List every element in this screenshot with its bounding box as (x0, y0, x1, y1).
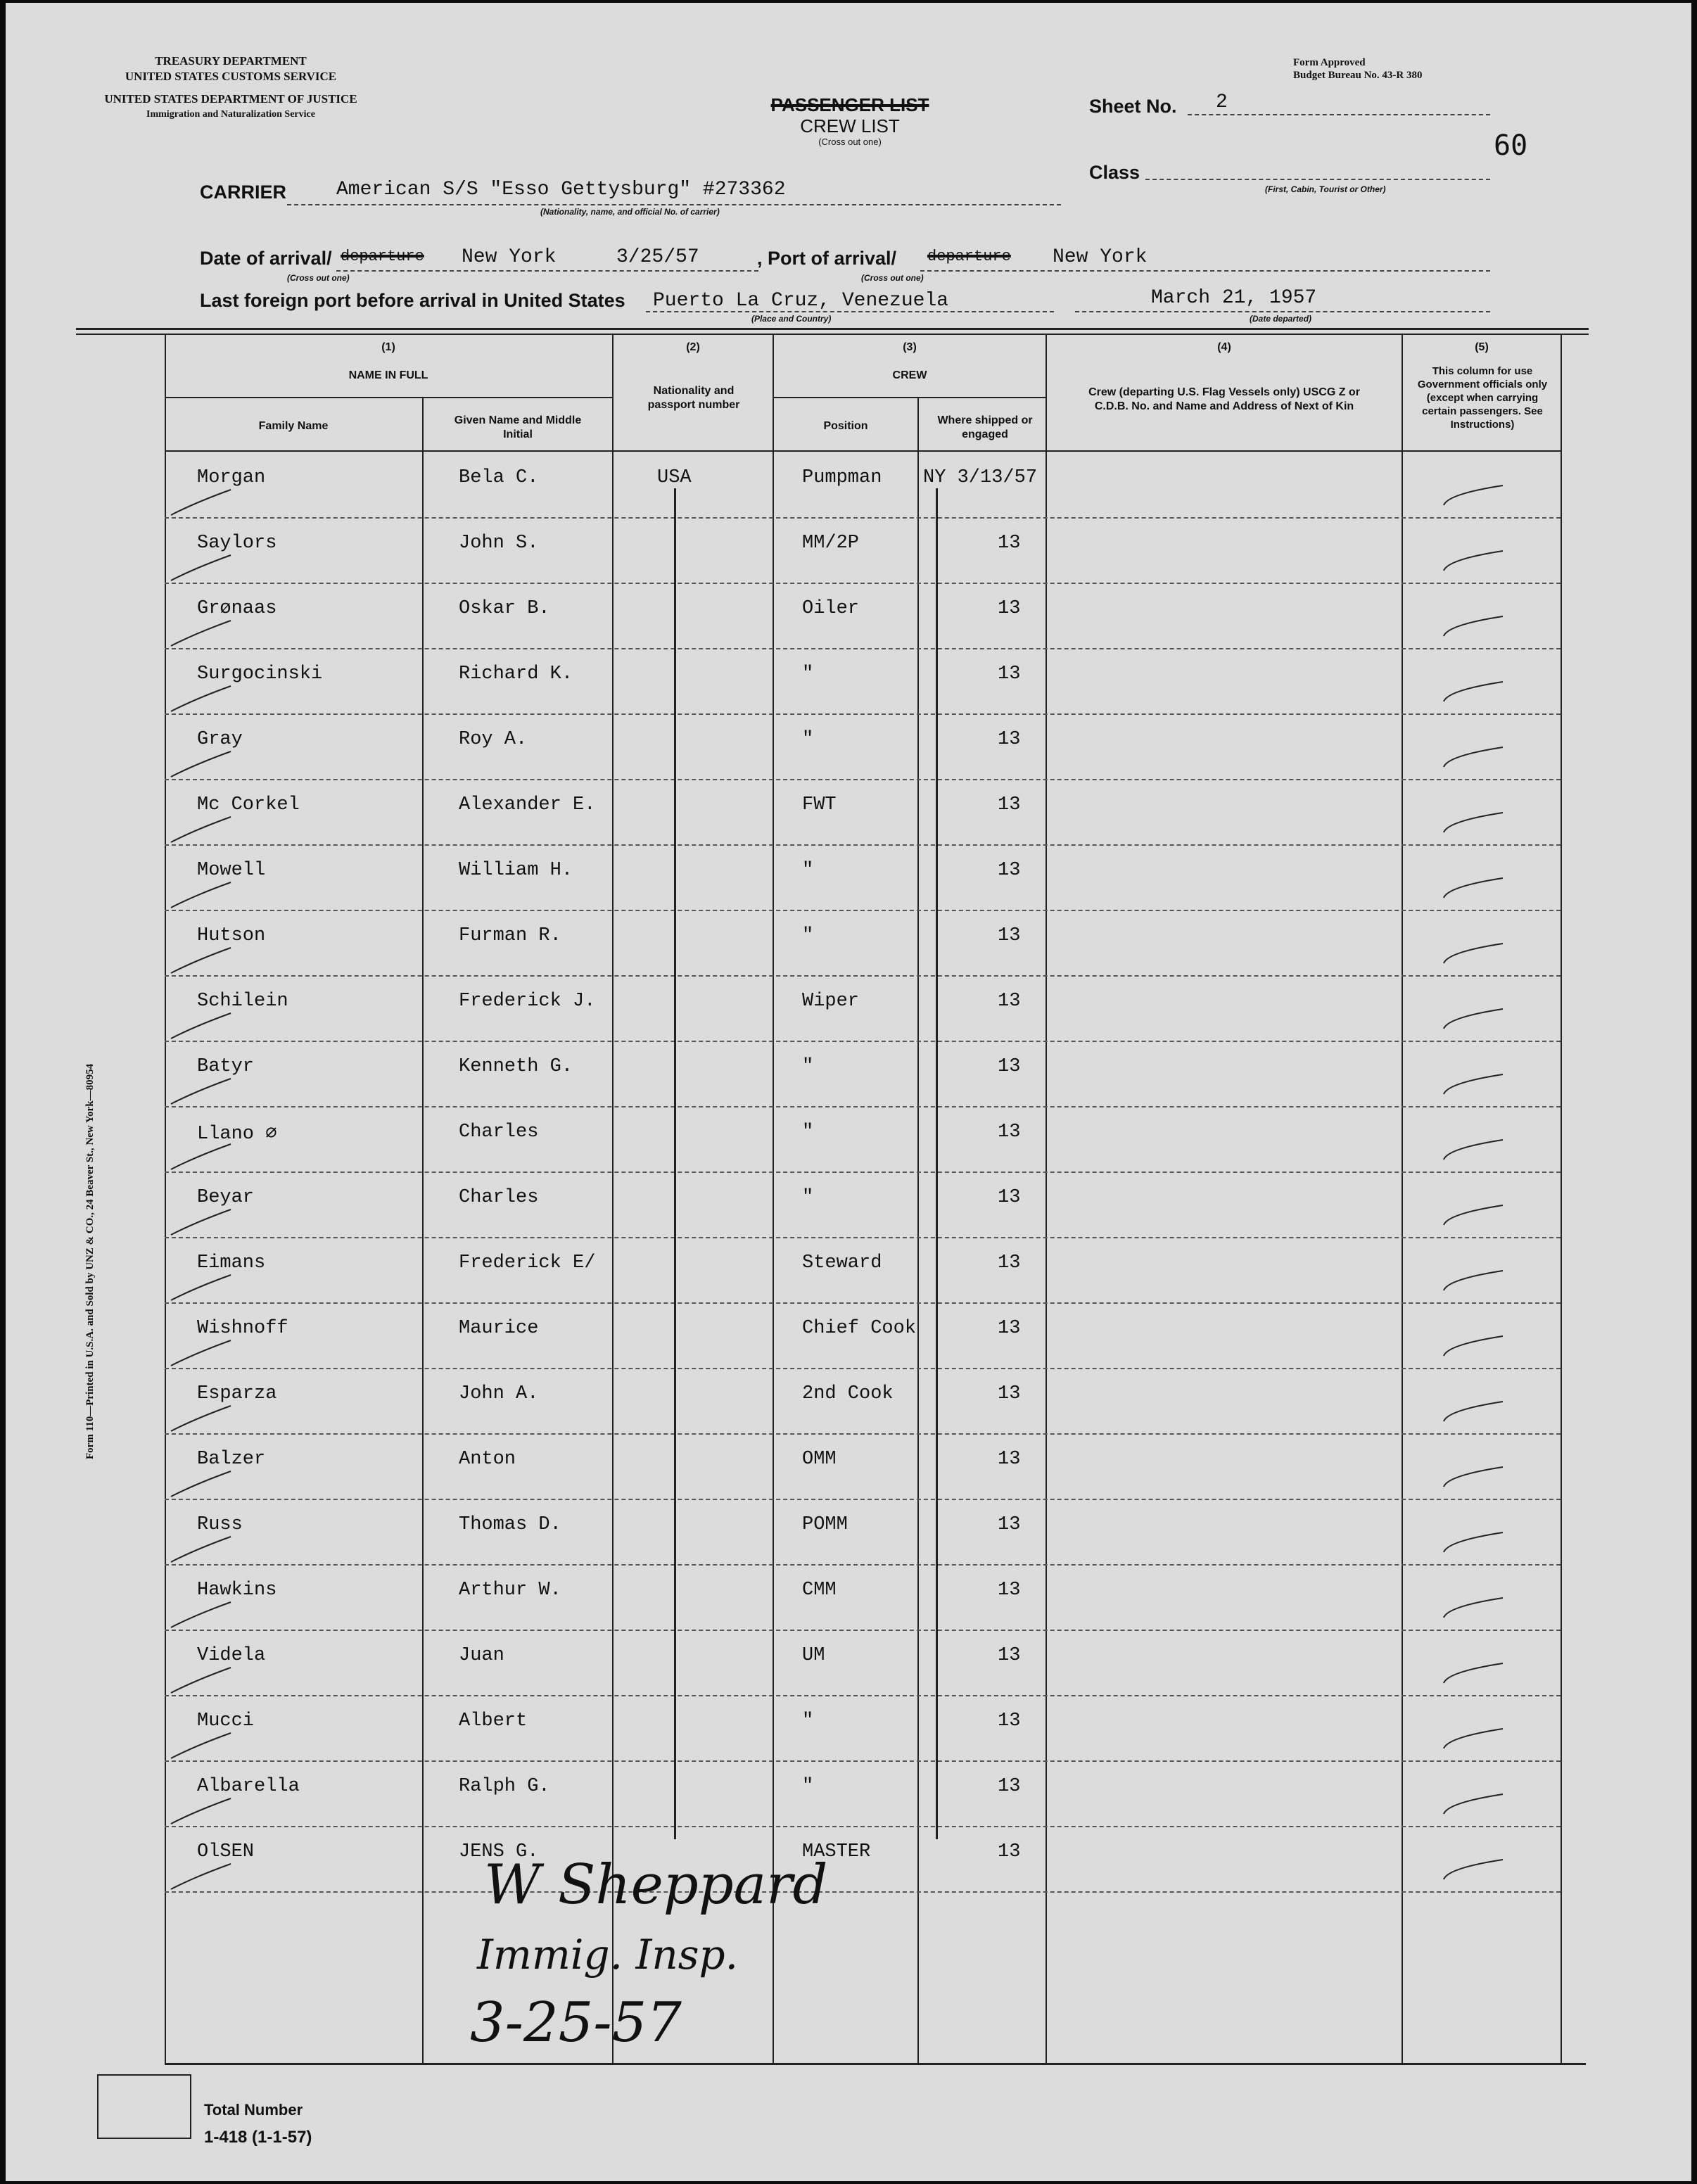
row-divider (165, 583, 1561, 584)
check-mark-icon (167, 1143, 234, 1171)
check-mark-icon (167, 881, 234, 909)
class-label: Class (1089, 162, 1140, 183)
form-approved-line-1: Form Approved (1293, 57, 1366, 68)
carrier-line (287, 204, 1061, 205)
official-tick-icon (1441, 1790, 1508, 1818)
crew-where-shipped: 13 (998, 1449, 1021, 1470)
row-divider (165, 975, 1561, 977)
crew-family-name: Eimans (197, 1252, 266, 1274)
crew-where-shipped: 13 (998, 1383, 1021, 1404)
row-divider (165, 517, 1561, 519)
table-top-border (76, 328, 1589, 330)
check-mark-icon (167, 1404, 234, 1433)
sheet-line (1188, 114, 1490, 115)
crew-where-shipped: 13 (998, 664, 1021, 685)
row-divider (165, 910, 1561, 911)
nationality-ditto-line (674, 488, 676, 1839)
crew-family-name: Beyar (197, 1187, 255, 1208)
crew-given-name: JENS G. (459, 1841, 539, 1862)
crew-given-name: Frederick E/ (459, 1252, 596, 1274)
col2-title: Nationality and passport number (647, 385, 740, 411)
crew-given-name: John S. (459, 533, 539, 554)
side-imprint: Form 110—Printed in U.S.A. and Sold by UNZ & CO., 24 Beaver St., New York—80954 (84, 1063, 96, 1459)
passenger-list-struck: PASSENGER LIST (770, 94, 929, 115)
crew-where-shipped: 13 (998, 1318, 1021, 1339)
official-tick-icon (1441, 1855, 1508, 1884)
crew-family-name: OlSEN (197, 1841, 255, 1862)
crew-where-shipped: 13 (998, 860, 1021, 881)
official-tick-icon (1441, 1528, 1508, 1556)
divider-crew-kin (1045, 334, 1047, 2063)
crew-given-name: Frederick J. (459, 991, 596, 1012)
class-note: (First, Cabin, Tourist or Other) (1265, 184, 1386, 194)
check-mark-icon (167, 1012, 234, 1040)
row-divider (165, 1891, 1561, 1893)
crew-given-name: Roy A. (459, 729, 528, 750)
crew-family-name: Grønaas (197, 598, 277, 619)
official-tick-icon (1441, 1005, 1508, 1033)
col-shipped-header: Where shipped or engaged (937, 414, 1033, 440)
crew-where-shipped: 13 (998, 729, 1021, 750)
row-divider (165, 1826, 1561, 1827)
crew-where-shipped: 13 (998, 1252, 1021, 1274)
check-mark-icon (167, 1339, 234, 1367)
date-of-arrival-label: Date of arrival/ (200, 248, 332, 269)
crew-family-name: Mucci (197, 1710, 255, 1732)
col4-number: (4) (1217, 341, 1231, 353)
crew-position: " (802, 664, 814, 685)
check-mark-icon (167, 1797, 234, 1825)
crew-family-name: Videla (197, 1645, 266, 1666)
crew-position: Wiper (802, 991, 860, 1012)
row-divider (165, 1172, 1561, 1173)
crew-family-name: Albarella (197, 1776, 300, 1797)
col2-number: (2) (686, 341, 700, 353)
crew-position: Oiler (802, 598, 860, 619)
last-port-date-note: (Date departed) (1250, 314, 1312, 324)
form-approved (1293, 56, 1423, 82)
crew-family-name: Llano ∅ (197, 1124, 277, 1145)
crew-subheader-line (773, 397, 1045, 398)
check-mark-icon (167, 1470, 234, 1498)
col-position-header: Position (823, 420, 868, 432)
crew-position: FWT (802, 794, 837, 815)
row-divider (165, 1106, 1561, 1107)
carrier-label: CARRIER (200, 182, 287, 203)
crew-family-name: Gray (197, 729, 243, 750)
crew-position: " (802, 1187, 814, 1208)
crew-where-shipped: NY 3/13/57 (923, 467, 1038, 488)
crew-nationality: USA (657, 467, 692, 488)
check-mark-icon (167, 1077, 234, 1105)
crew-where-shipped: 13 (998, 533, 1021, 554)
col3-title: CREW (892, 369, 927, 381)
crew-position: OMM (802, 1449, 837, 1470)
port-of-arrival-label: , Port of arrival/ (757, 248, 897, 269)
crew-position: MM/2P (802, 533, 860, 554)
row-divider (165, 1499, 1561, 1500)
check-mark-icon (167, 1535, 234, 1563)
crew-where-shipped: 13 (998, 598, 1021, 619)
arrival-line (336, 270, 758, 272)
row-divider (165, 779, 1561, 780)
crew-where-shipped: 13 (998, 1841, 1021, 1862)
col1-title: NAME IN FULL (348, 369, 428, 381)
check-mark-icon (167, 1208, 234, 1236)
total-number-box (97, 2074, 191, 2139)
crew-given-name: William H. (459, 860, 573, 881)
row-divider (165, 1630, 1561, 1631)
official-tick-icon (1441, 1397, 1508, 1426)
form-number: 1-418 (1-1-57) (204, 2128, 312, 2147)
check-mark-icon (167, 488, 234, 516)
crew-position: Steward (802, 1252, 882, 1274)
divider-nationality-crew (773, 334, 774, 2063)
crew-where-shipped: 13 (998, 1122, 1021, 1143)
row-divider (165, 648, 1561, 649)
crew-given-name: Charles (459, 1122, 539, 1143)
last-port-label: Last foreign port before arrival in United States (200, 290, 625, 311)
official-tick-icon (1441, 547, 1508, 575)
crew-given-name: Albert (459, 1710, 528, 1732)
crew-family-name: Surgocinski (197, 664, 323, 685)
crew-family-name: Hutson (197, 925, 266, 946)
crew-given-name: Maurice (459, 1318, 539, 1339)
row-divider (165, 1237, 1561, 1238)
port-note: (Cross out one) (861, 273, 924, 283)
crew-where-shipped: 13 (998, 1514, 1021, 1535)
crew-where-shipped: 13 (998, 1580, 1021, 1601)
inspector-signature: W Sheppard (484, 1853, 828, 1917)
crew-given-name: Thomas D. (459, 1514, 561, 1535)
crew-given-name: Richard K. (459, 664, 573, 685)
port-departure-struck: departure (927, 248, 1011, 265)
crew-position: 2nd Cook (802, 1383, 894, 1404)
official-tick-icon (1441, 678, 1508, 706)
official-tick-icon (1441, 1659, 1508, 1687)
official-tick-icon (1441, 1463, 1508, 1491)
crew-given-name: Oskar B. (459, 598, 550, 619)
row-divider (165, 844, 1561, 846)
last-port-value: Puerto La Cruz, Venezuela (653, 290, 949, 312)
crew-position: " (802, 1056, 814, 1077)
crew-position: " (802, 925, 814, 946)
crew-where-shipped: 13 (998, 1056, 1021, 1077)
crew-family-name: Russ (197, 1514, 243, 1535)
check-mark-icon (167, 1862, 234, 1891)
list-type-note: (Cross out one) (818, 136, 882, 147)
crew-position: " (802, 1776, 814, 1797)
last-port-date: March 21, 1957 (1151, 287, 1317, 309)
col1-number: (1) (381, 341, 395, 353)
agency-line-1: TREASURY DEPARTMENT (155, 54, 307, 68)
crew-list-title: CREW LIST (800, 115, 900, 136)
row-divider (165, 1368, 1561, 1369)
class-line (1145, 179, 1490, 180)
arrival-note: (Cross out one) (287, 273, 350, 283)
crew-given-name: Charles (459, 1187, 539, 1208)
crew-position: Pumpman (802, 467, 882, 488)
crew-given-name: Furman R. (459, 925, 561, 946)
check-mark-icon (167, 685, 234, 713)
last-port-line (646, 311, 1054, 312)
col-family-header: Family Name (258, 420, 329, 432)
crew-family-name: Morgan (197, 467, 266, 488)
row-divider (165, 1302, 1561, 1304)
official-tick-icon (1441, 743, 1508, 771)
crew-given-name: Alexander E. (459, 794, 596, 815)
official-tick-icon (1441, 481, 1508, 509)
check-mark-icon (167, 750, 234, 778)
crew-position: UM (802, 1645, 825, 1666)
crew-where-shipped: 13 (998, 1776, 1021, 1797)
carrier-note: (Nationality, name, and official No. of carrier) (540, 207, 720, 217)
date-departure-struck: departure (341, 248, 424, 265)
crew-given-name: Bela C. (459, 467, 539, 488)
last-port-note: (Place and Country) (751, 314, 832, 324)
inspection-date: 3-25-57 (470, 1991, 682, 2055)
official-tick-icon (1441, 1332, 1508, 1360)
crew-where-shipped: 13 (998, 925, 1021, 946)
row-divider (165, 713, 1561, 715)
crew-family-name: Schilein (197, 991, 288, 1012)
official-tick-icon (1441, 874, 1508, 902)
port-line (920, 270, 1490, 272)
check-mark-icon (167, 1732, 234, 1760)
crew-given-name: Anton (459, 1449, 516, 1470)
col3-number: (3) (903, 341, 917, 353)
crew-position: Chief Cook (802, 1318, 917, 1339)
divider-family-given (422, 397, 424, 2063)
official-tick-icon (1441, 939, 1508, 967)
table-left-border (165, 334, 166, 2063)
crew-family-name: Balzer (197, 1449, 266, 1470)
form-approved-line-2: Budget Bureau No. 43-R 380 (1293, 70, 1423, 81)
agency-line-4: Immigration and Naturalization Service (146, 109, 315, 120)
port-of-arrival-value: New York (1053, 246, 1148, 268)
crew-given-name: Arthur W. (459, 1580, 561, 1601)
check-mark-icon (167, 619, 234, 647)
crew-where-shipped: 13 (998, 1187, 1021, 1208)
row-divider (165, 1564, 1561, 1566)
list-type (744, 94, 955, 148)
agency-header (83, 53, 379, 122)
crew-family-name: Saylors (197, 533, 277, 554)
arrival-date: 3/25/57 (616, 246, 699, 268)
crew-position: " (802, 1122, 814, 1143)
official-tick-icon (1441, 1070, 1508, 1098)
crew-position: " (802, 1710, 814, 1732)
crew-family-name: Hawkins (197, 1580, 277, 1601)
shipped-ditto-line (936, 488, 938, 1839)
crew-family-name: Batyr (197, 1056, 255, 1077)
col5-title: This column for use Government officials only (except when carrying certain passengers. See Instructions) (1417, 365, 1548, 431)
crew-given-name: Juan (459, 1645, 504, 1666)
check-mark-icon (167, 1601, 234, 1629)
crew-given-name: Ralph G. (459, 1776, 550, 1797)
official-tick-icon (1441, 612, 1508, 640)
official-tick-icon (1441, 1201, 1508, 1229)
col-given-header: Given Name and Middle Initial (454, 414, 582, 440)
total-number-label: Total Number (204, 2101, 303, 2119)
arrival-place: New York (462, 246, 557, 268)
crew-where-shipped: 13 (998, 991, 1021, 1012)
inspector-title: Immig. Insp. (477, 1931, 739, 1979)
row-divider (165, 1760, 1561, 1762)
sheet-value: 2 (1216, 91, 1228, 113)
crew-given-name: John A. (459, 1383, 539, 1404)
crew-family-name: Wishnoff (197, 1318, 288, 1339)
crew-where-shipped: 13 (998, 1645, 1021, 1666)
crew-family-name: Mc Corkel (197, 794, 300, 815)
official-tick-icon (1441, 1266, 1508, 1295)
row-divider (165, 1041, 1561, 1042)
crew-list-document (6, 3, 1691, 2181)
check-mark-icon (167, 815, 234, 844)
check-mark-icon (167, 1666, 234, 1694)
table-right-border (1561, 334, 1562, 2063)
crew-position: CMM (802, 1580, 837, 1601)
sheet-label: Sheet No. (1089, 96, 1177, 117)
crew-family-name: Esparza (197, 1383, 277, 1404)
crew-where-shipped: 13 (998, 794, 1021, 815)
last-port-date-line (1075, 311, 1490, 312)
divider-kin-official (1402, 334, 1403, 2063)
check-mark-icon (167, 1274, 234, 1302)
agency-line-2: UNITED STATES CUSTOMS SERVICE (125, 70, 337, 83)
crew-position: " (802, 729, 814, 750)
row-divider (165, 1433, 1561, 1435)
page-number: 60 (1494, 129, 1528, 162)
table-bottom-line (165, 2063, 1586, 2065)
row-divider (165, 1695, 1561, 1696)
header-bottom-line (165, 450, 1561, 452)
crew-given-name: Kenneth G. (459, 1056, 573, 1077)
name-subheader-line (165, 397, 612, 398)
table-top-border-2 (76, 334, 1589, 335)
col5-number: (5) (1475, 341, 1489, 353)
check-mark-icon (167, 554, 234, 582)
col4-title: Crew (departing U.S. Flag Vessels only) USCG Z or C.D.B. No. and Name and Address of Next of Kin (1088, 386, 1360, 412)
official-tick-icon (1441, 1136, 1508, 1164)
check-mark-icon (167, 946, 234, 974)
divider-position-shipped (917, 397, 919, 2063)
crew-position: MASTER (802, 1841, 871, 1862)
official-tick-icon (1441, 808, 1508, 837)
divider-name-nationality (612, 334, 614, 2063)
crew-family-name: Mowell (197, 860, 266, 881)
carrier-value: American S/S "Esso Gettysburg" #273362 (336, 179, 786, 201)
official-tick-icon (1441, 1594, 1508, 1622)
official-tick-icon (1441, 1725, 1508, 1753)
crew-position: " (802, 860, 814, 881)
agency-line-3: UNITED STATES DEPARTMENT OF JUSTICE (104, 92, 357, 106)
crew-position: POMM (802, 1514, 848, 1535)
crew-where-shipped: 13 (998, 1710, 1021, 1732)
